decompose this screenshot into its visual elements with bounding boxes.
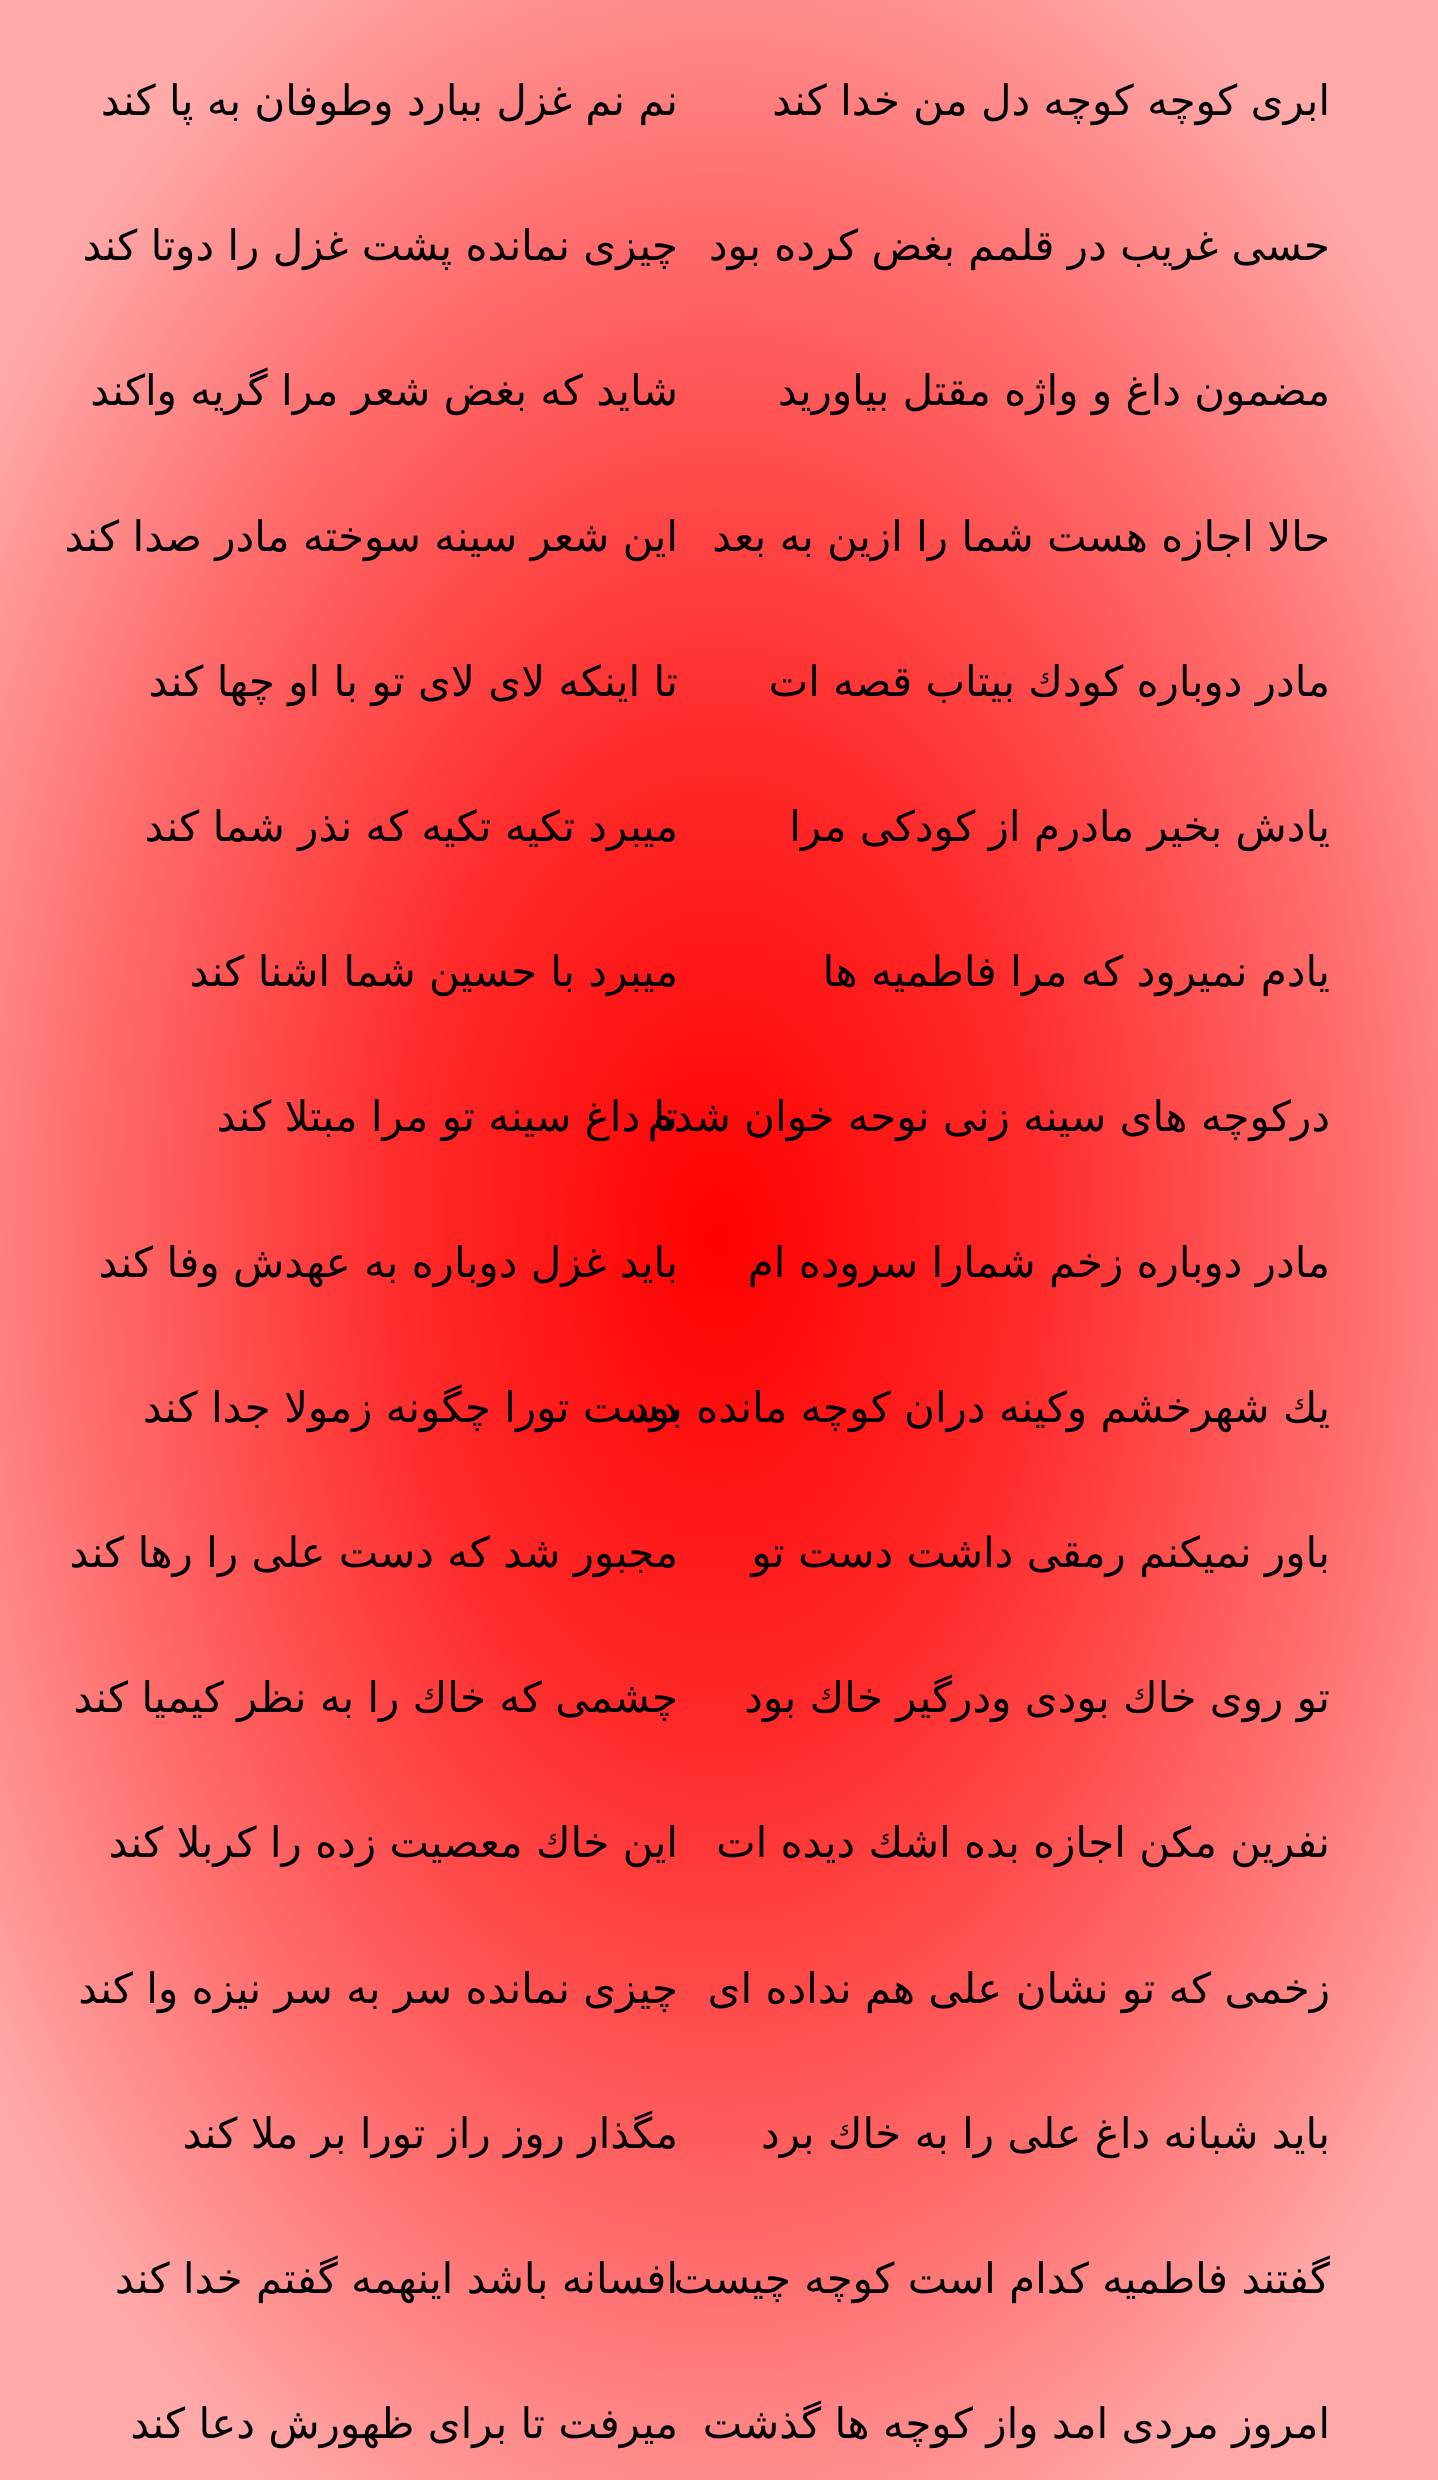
couplet (0, 1072, 1438, 1162)
first-hemistich: مادر دوباره کودك بیتاب قصه ات (768, 656, 1330, 706)
second-hemistich: این شعر سینه سوخته مادر صدا کند (64, 511, 678, 561)
first-hemistich: درکوچه های سینه زنی نوحه خوان شدم (647, 1092, 1330, 1142)
couplet (0, 2234, 1438, 2324)
couplet (0, 1798, 1438, 1888)
first-hemistich: تو روی خاك بودی ودرگیر خاك بود (744, 1673, 1330, 1723)
second-hemistich: این خاك معصیت زده را کربلا کند (108, 1818, 678, 1868)
first-hemistich: یك شهرخشم وکینه دران کوچه مانده بود (630, 1382, 1330, 1432)
second-hemistich: چیزی نمانده سر به سر نیزه وا کند (78, 1963, 678, 2013)
first-hemistich: ابری کوچه کوچه دل من خدا کند (772, 76, 1330, 125)
first-hemistich: یادش بخیر مادرم از کودکی مرا (789, 802, 1330, 851)
second-hemistich: چیزی نمانده پشت غزل را دوتا کند (82, 221, 678, 271)
couplet (0, 782, 1438, 872)
second-hemistich: تا داغ سینه تو مرا مبتلا کند (216, 1092, 678, 1142)
first-hemistich: حالا اجازه هست شما را ازین به بعد (712, 511, 1330, 561)
second-hemistich: افسانه باشد اینهمه گفتم خدا کند (114, 2254, 678, 2303)
second-hemistich: میبرد تکیه تکیه که نذر شما کند (144, 802, 678, 851)
second-hemistich: مجبور شد که دست علی را رها کند (69, 1528, 678, 1577)
couplet (0, 1363, 1438, 1453)
second-hemistich: نم نم غزل ببارد وطوفان به پا کند (100, 76, 678, 125)
first-hemistich: گفتند فاطمیه کدام است کوچه چیست (673, 2254, 1330, 2303)
first-hemistich: زخمی که تو نشان علی هم نداده ای (707, 1963, 1330, 2013)
second-hemistich: چشمی که خاك را به نظر کیمیا کند (73, 1673, 678, 1723)
couplet (0, 927, 1438, 1017)
couplet (0, 1508, 1438, 1598)
first-hemistich: باور نمیکنم رمقی داشت دست تو (751, 1528, 1330, 1577)
second-hemistich: مگذار روز راز تورا بر ملا کند (182, 2108, 678, 2158)
couplet (0, 1653, 1438, 1743)
second-hemistich: میبرد با حسین شما اشنا کند (189, 947, 678, 997)
second-hemistich: میرفت تا برای ظهورش دعا کند (130, 2399, 678, 2449)
first-hemistich: مضمون داغ و واژه مقتل بیاورید (777, 366, 1330, 416)
couplet (0, 1218, 1438, 1308)
couplet (0, 2379, 1438, 2469)
first-hemistich: یادم نمیرود که مرا فاطمیه ها (822, 947, 1330, 997)
couplet (0, 492, 1438, 582)
couplet (0, 637, 1438, 727)
first-hemistich: حسی غریب در قلمم بغض کرده بود (708, 221, 1330, 271)
second-hemistich: دست تورا چگونه زمولا جدا کند (142, 1382, 678, 1432)
first-hemistich: نفرین مکن اجازه بده اشك دیده ات (716, 1818, 1330, 1868)
couplet (0, 2089, 1438, 2179)
first-hemistich: باید شبانه داغ علی را به خاك برد (760, 2108, 1330, 2158)
second-hemistich: تا اینکه لای لای تو با او چها کند (148, 656, 678, 706)
second-hemistich: باید غزل دوباره به عهدش وفا کند (98, 1237, 678, 1287)
couplet (0, 346, 1438, 436)
first-hemistich: مادر دوباره زخم شمارا سروده ام (747, 1237, 1330, 1287)
couplet (0, 1944, 1438, 2034)
couplet (0, 56, 1438, 146)
second-hemistich: شاید که بغض شعر مرا گریه واکند (90, 366, 678, 416)
first-hemistich: امروز مردی امد واز کوچه ها گذشت (702, 2399, 1330, 2449)
couplet (0, 201, 1438, 291)
